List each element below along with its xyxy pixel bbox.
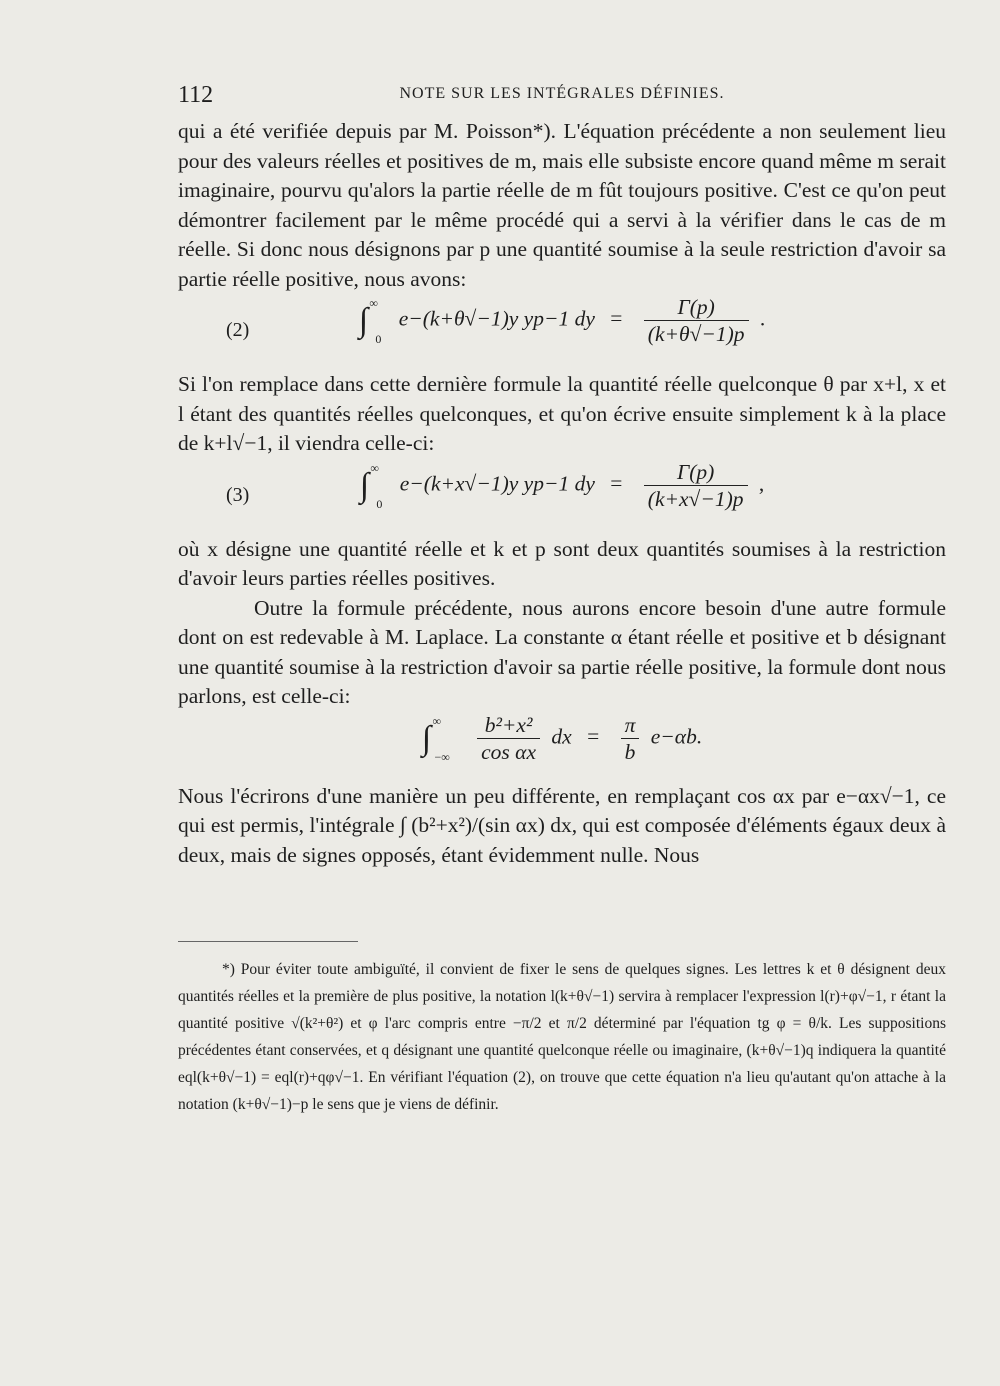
integral-lower-limit: 0 (376, 496, 383, 511)
equation-laplace (178, 712, 946, 782)
integral-sign: ∫ (358, 301, 369, 339)
paragraph-1: qui a été verifiée depuis par M. Poisson*). L'équation précédente a non seulement lieu pour des valeurs réelles et positives de m, mais elle subsiste encore quand même m serait imaginaire, pourvu qu'alors la partie réelle de m fût toujours positive. C'est ce qu'on peut démontrer facilement par le même procédé qui a servi à la vérifier dans le cas de m réelle. Si donc nous désignons par p une quantité soumise à la seule restriction d'avoir sa partie réelle positive, nous avons: (178, 119, 946, 291)
equals-sign: = (610, 306, 623, 331)
footnote-divider (178, 941, 358, 942)
fraction-denominator: b (624, 739, 636, 764)
integral-upper-limit: ∞ (369, 296, 378, 311)
running-title: NOTE SUR LES INTÉGRALES DÉFINIES. (399, 85, 725, 102)
page-number: 112 (178, 82, 214, 108)
integral-upper-limit: ∞ (432, 713, 442, 728)
fraction-numerator: Γ(p) (644, 294, 749, 321)
equation-3-fraction (644, 459, 748, 512)
equation-number-3: (3) (226, 483, 250, 506)
equation-3-lhs: e−(k+x√−1)y yp−1 dy (399, 470, 595, 495)
equals-sign: = (587, 723, 600, 748)
paragraph-4: Outre la formule précédente, nous aurons encore besoin d'une autre formule dont on est redevable à M. Laplace. La constante α étant réelle et positive et b désignant une quantité soumise à la restriction d'avoir sa partie réelle positive, la formule dont nous parlons, est celle-ci: (178, 595, 946, 708)
equation-2 (178, 294, 946, 370)
exponential-term: e−αb. (650, 723, 703, 748)
differential: dx (551, 723, 572, 748)
fraction-denominator: cos αx (481, 739, 537, 764)
footnote (178, 956, 946, 1118)
fraction-denominator: (k+x√−1)p (647, 486, 744, 511)
fraction-numerator: π (621, 712, 640, 739)
equation-end-mark: , (758, 470, 765, 495)
main-text (178, 117, 946, 870)
fraction-numerator: Γ(p) (644, 459, 748, 486)
equation-end-mark: . (759, 306, 766, 331)
paragraph-2: Si l'on remplace dans cette dernière formule la quantité réelle quelconque θ par x+l, x et l étant des quantités réelles quelconques, et qu'on écrive ensuite simplement k à la place de k+l√−1, il viendra celle-ci: (178, 372, 946, 455)
integral-upper-limit: ∞ (370, 460, 379, 475)
laplace-right-fraction (621, 712, 640, 765)
equation-2-fraction (644, 294, 749, 347)
fraction-denominator: (k+θ√−1)p (647, 322, 745, 346)
equation-number-2: (2) (226, 319, 250, 341)
integral-sign: ∫ (359, 466, 370, 504)
integral-sign: ∫ (421, 719, 432, 757)
integral-lower-limit: 0 (375, 332, 382, 347)
equation-3 (178, 459, 946, 535)
footnote-text: *) Pour éviter toute ambiguïté, il convient de fixer le sens de quelques signes. Les lettres k et θ désignent deux quantités réelles et la première de plus positive, la notation l(k+θ√−1) servira à remplacer l'expression l(r)+φ√−1, r étant la quantité positive √(k²+θ²) et φ l'arc compris entre −π/2 et π/2 déterminé par l'équation tg φ = θ/k. Les suppositions précédentes étant conservées, et q désignant une quantité quelconque réelle ou imaginaire, (k+θ√−1)q indiquera la quantité eql(k+θ√−1) = eql(r)+qφ√−1. En vérifiant l'équation (2), on trouve que cette équation n'a lieu qu'autant qu'on attache à la notation (k+θ√−1)−p le sens que je viens de définir. (178, 961, 946, 1113)
page-header (178, 82, 946, 112)
equation-2-lhs: e−(k+θ√−1)y yp−1 dy (398, 306, 595, 331)
integral-lower-limit: −∞ (434, 749, 450, 764)
paragraph-5: Nous l'écrirons d'une manière un peu différente, en remplaçant cos αx par e−αx√−1, ce qui est permis, l'intégrale ∫ (b²+x²)/(sin αx) dx, qui est composée d'éléments égaux deux à deux, mais de signes opposés, étant évidemment nulle. Nous (178, 783, 946, 867)
laplace-left-fraction (477, 712, 540, 765)
equals-sign: = (610, 470, 623, 495)
fraction-numerator: b²+x² (477, 712, 540, 739)
paragraph-3: où x désigne une quantité réelle et k et p sont deux quantités soumises à la restriction d'avoir leurs parties réelles positives. (178, 536, 946, 590)
